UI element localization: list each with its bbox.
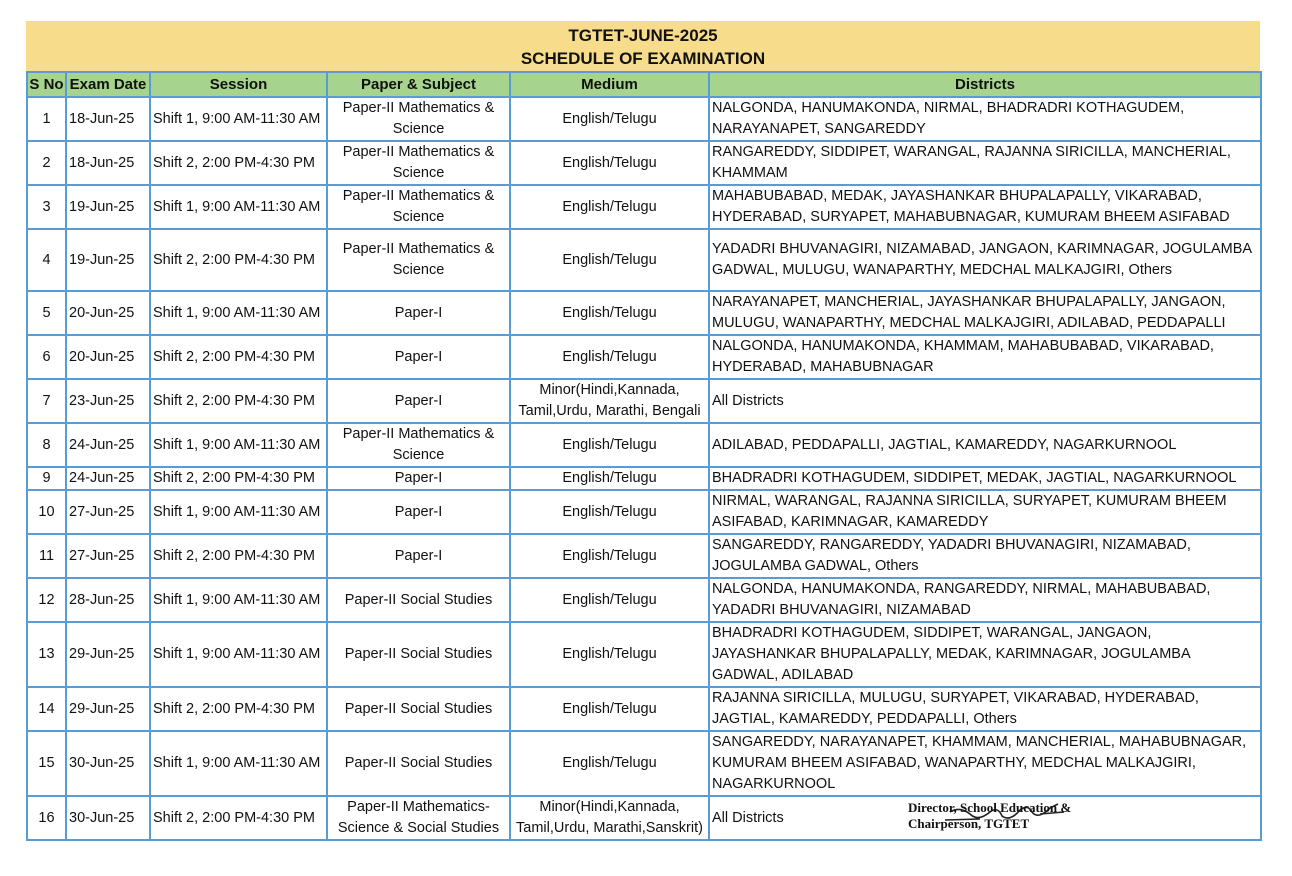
cell-exam-date: 23-Jun-25 [66, 379, 150, 423]
signature-title-1: Director, School Education & [908, 800, 1072, 815]
cell-session: Shift 1, 9:00 AM-11:30 AM [150, 490, 327, 534]
table-row [27, 97, 1261, 141]
header-sno: S No [27, 72, 66, 97]
cell-sno: 12 [27, 578, 66, 622]
cell-paper-subject: Paper-II Mathematics & Science [327, 229, 510, 291]
cell-paper-subject: Paper-II Mathematics & Science [327, 423, 510, 467]
table-row [27, 423, 1261, 467]
schedule-table [26, 71, 1262, 841]
cell-session: Shift 1, 9:00 AM-11:30 AM [150, 291, 327, 335]
cell-districts: ADILABAD, PEDDAPALLI, JAGTIAL, KAMAREDDY, NAGARKURNOOL [709, 423, 1261, 467]
cell-session: Shift 2, 2:00 PM-4:30 PM [150, 379, 327, 423]
cell-exam-date: 27-Jun-25 [66, 490, 150, 534]
cell-session: Shift 1, 9:00 AM-11:30 AM [150, 423, 327, 467]
cell-exam-date: 30-Jun-25 [66, 796, 150, 840]
cell-session: Shift 2, 2:00 PM-4:30 PM [150, 141, 327, 185]
cell-session: Shift 1, 9:00 AM-11:30 AM [150, 622, 327, 687]
cell-medium: English/Telugu [510, 731, 709, 796]
cell-districts: NALGONDA, HANUMAKONDA, KHAMMAM, MAHABUBABAD, VIKARABAD, HYDERABAD, MAHABUBNAGAR [709, 335, 1261, 379]
cell-session: Shift 1, 9:00 AM-11:30 AM [150, 731, 327, 796]
cell-paper-subject: Paper-II Mathematics & Science [327, 141, 510, 185]
cell-medium: English/Telugu [510, 687, 709, 731]
cell-sno: 14 [27, 687, 66, 731]
signature-title-2: Chairperson, TGTET [908, 816, 1030, 831]
cell-medium: English/Telugu [510, 423, 709, 467]
cell-paper-subject: Paper-I [327, 335, 510, 379]
cell-session: Shift 1, 9:00 AM-11:30 AM [150, 97, 327, 141]
cell-session: Shift 1, 9:00 AM-11:30 AM [150, 578, 327, 622]
cell-paper-subject: Paper-II Mathematics & Science [327, 185, 510, 229]
header-exam-date: Exam Date [66, 72, 150, 97]
cell-districts: SANGAREDDY, RANGAREDDY, YADADRI BHUVANAGIRI, NIZAMABAD, JOGULAMBA GADWAL, Others [709, 534, 1261, 578]
cell-sno: 9 [27, 467, 66, 490]
table-row [27, 291, 1261, 335]
cell-districts: BHADRADRI KOTHAGUDEM, SIDDIPET, WARANGAL, JANGAON, JAYASHANKAR BHUPALAPALLY, MEDAK, KARIMNAGAR, JOGULAMBA GADWAL, ADILABAD [709, 622, 1261, 687]
cell-districts: NARAYANAPET, MANCHERIAL, JAYASHANKAR BHUPALAPALLY, JANGAON, MULUGU, WANAPARTHY, MEDCHAL MALKAJGIRI, ADILABAD, PEDDAPALLI [709, 291, 1261, 335]
cell-medium: English/Telugu [510, 490, 709, 534]
cell-sno: 11 [27, 534, 66, 578]
cell-exam-date: 18-Jun-25 [66, 97, 150, 141]
cell-paper-subject: Paper-II Social Studies [327, 687, 510, 731]
schedule-sheet [26, 21, 1260, 841]
cell-medium: English/Telugu [510, 335, 709, 379]
cell-districts: NALGONDA, HANUMAKONDA, RANGAREDDY, NIRMAL, MAHABUBABAD, YADADRI BHUVANAGIRI, NIZAMABAD [709, 578, 1261, 622]
cell-sno: 7 [27, 379, 66, 423]
cell-districts: All Districts [709, 379, 1261, 423]
table-row [27, 687, 1261, 731]
cell-session: Shift 1, 9:00 AM-11:30 AM [150, 185, 327, 229]
cell-paper-subject: Paper-I [327, 379, 510, 423]
cell-districts: SANGAREDDY, NARAYANAPET, KHAMMAM, MANCHERIAL, MAHABUBNAGAR, KUMURAM BHEEM ASIFABAD, WANAPARTHY, MEDCHAL MALKAJGIRI, NAGARKURNOOL [709, 731, 1261, 796]
cell-sno: 15 [27, 731, 66, 796]
cell-sno: 13 [27, 622, 66, 687]
table-row [27, 490, 1261, 534]
header-session: Session [150, 72, 327, 97]
cell-exam-date: 18-Jun-25 [66, 141, 150, 185]
header-districts: Districts [709, 72, 1261, 97]
cell-sno: 5 [27, 291, 66, 335]
table-row [27, 185, 1261, 229]
cell-sno: 2 [27, 141, 66, 185]
cell-paper-subject: Paper-I [327, 490, 510, 534]
cell-exam-date: 30-Jun-25 [66, 731, 150, 796]
table-row [27, 534, 1261, 578]
cell-exam-date: 29-Jun-25 [66, 687, 150, 731]
cell-medium: English/Telugu [510, 622, 709, 687]
cell-session: Shift 2, 2:00 PM-4:30 PM [150, 796, 327, 840]
title-band [26, 21, 1260, 71]
header-paper-subject: Paper & Subject [327, 72, 510, 97]
header-medium: Medium [510, 72, 709, 97]
table-row [27, 141, 1261, 185]
table-row [27, 379, 1261, 423]
cell-districts: YADADRI BHUVANAGIRI, NIZAMABAD, JANGAON, KARIMNAGAR, JOGULAMBA GADWAL, MULUGU, WANAPARTHY, MEDCHAL MALKAJGIRI, Others [709, 229, 1261, 291]
table-row [27, 467, 1261, 490]
title-line-1: TGTET-JUNE-2025 [568, 26, 718, 45]
cell-medium: English/Telugu [510, 534, 709, 578]
cell-medium: English/Telugu [510, 97, 709, 141]
cell-medium: Minor(Hindi,Kannada, Tamil,Urdu, Marathi, Bengali [510, 379, 709, 423]
cell-medium: English/Telugu [510, 291, 709, 335]
cell-medium: English/Telugu [510, 229, 709, 291]
cell-paper-subject: Paper-II Social Studies [327, 731, 510, 796]
cell-paper-subject: Paper-II Mathematics & Science [327, 97, 510, 141]
cell-districts: NALGONDA, HANUMAKONDA, NIRMAL, BHADRADRI KOTHAGUDEM, NARAYANAPET, SANGAREDDY [709, 97, 1261, 141]
cell-districts: NIRMAL, WARANGAL, RAJANNA SIRICILLA, SURYAPET, KUMURAM BHEEM ASIFABAD, KARIMNAGAR, KAMAREDDY [709, 490, 1261, 534]
cell-districts: RANGAREDDY, SIDDIPET, WARANGAL, RAJANNA SIRICILLA, MANCHERIAL, KHAMMAM [709, 141, 1261, 185]
cell-session: Shift 2, 2:00 PM-4:30 PM [150, 335, 327, 379]
cell-paper-subject: Paper-I [327, 291, 510, 335]
cell-exam-date: 20-Jun-25 [66, 335, 150, 379]
cell-session: Shift 2, 2:00 PM-4:30 PM [150, 229, 327, 291]
cell-sno: 16 [27, 796, 66, 840]
cell-paper-subject: Paper-II Social Studies [327, 578, 510, 622]
header-row [27, 72, 1261, 97]
cell-medium: Minor(Hindi,Kannada, Tamil,Urdu, Marathi,Sanskrit) [510, 796, 709, 840]
cell-districts: RAJANNA SIRICILLA, MULUGU, SURYAPET, VIKARABAD, HYDERABAD, JAGTIAL, KAMAREDDY, PEDDAPALLI, Others [709, 687, 1261, 731]
cell-paper-subject: Paper-II Social Studies [327, 622, 510, 687]
cell-exam-date: 28-Jun-25 [66, 578, 150, 622]
cell-districts: MAHABUBABAD, MEDAK, JAYASHANKAR BHUPALAPALLY, VIKARABAD, HYDERABAD, SURYAPET, MAHABUBNAGAR, KUMURAM BHEEM ASIFABAD [709, 185, 1261, 229]
cell-exam-date: 19-Jun-25 [66, 229, 150, 291]
cell-paper-subject: Paper-I [327, 467, 510, 490]
cell-session: Shift 2, 2:00 PM-4:30 PM [150, 534, 327, 578]
cell-sno: 6 [27, 335, 66, 379]
cell-sno: 3 [27, 185, 66, 229]
signature-block [908, 800, 1071, 832]
cell-exam-date: 24-Jun-25 [66, 423, 150, 467]
table-row [27, 622, 1261, 687]
cell-exam-date: 24-Jun-25 [66, 467, 150, 490]
cell-session: Shift 2, 2:00 PM-4:30 PM [150, 687, 327, 731]
cell-sno: 10 [27, 490, 66, 534]
cell-exam-date: 27-Jun-25 [66, 534, 150, 578]
cell-session: Shift 2, 2:00 PM-4:30 PM [150, 467, 327, 490]
table-row [27, 335, 1261, 379]
cell-medium: English/Telugu [510, 578, 709, 622]
title-line-2: SCHEDULE OF EXAMINATION [520, 49, 766, 68]
cell-sno: 8 [27, 423, 66, 467]
cell-medium: English/Telugu [510, 185, 709, 229]
cell-paper-subject: Paper-II Mathematics-Science & Social Studies [327, 796, 510, 840]
cell-districts: All Districts [709, 796, 1261, 840]
cell-exam-date: 19-Jun-25 [66, 185, 150, 229]
table-row [27, 229, 1261, 291]
cell-exam-date: 29-Jun-25 [66, 622, 150, 687]
cell-sno: 4 [27, 229, 66, 291]
cell-districts: BHADRADRI KOTHAGUDEM, SIDDIPET, MEDAK, JAGTIAL, NAGARKURNOOL [709, 467, 1261, 490]
cell-exam-date: 20-Jun-25 [66, 291, 150, 335]
cell-paper-subject: Paper-I [327, 534, 510, 578]
table-row [27, 578, 1261, 622]
cell-sno: 1 [27, 97, 66, 141]
cell-medium: English/Telugu [510, 467, 709, 490]
table-row [27, 796, 1261, 840]
table-row [27, 731, 1261, 796]
cell-medium: English/Telugu [510, 141, 709, 185]
